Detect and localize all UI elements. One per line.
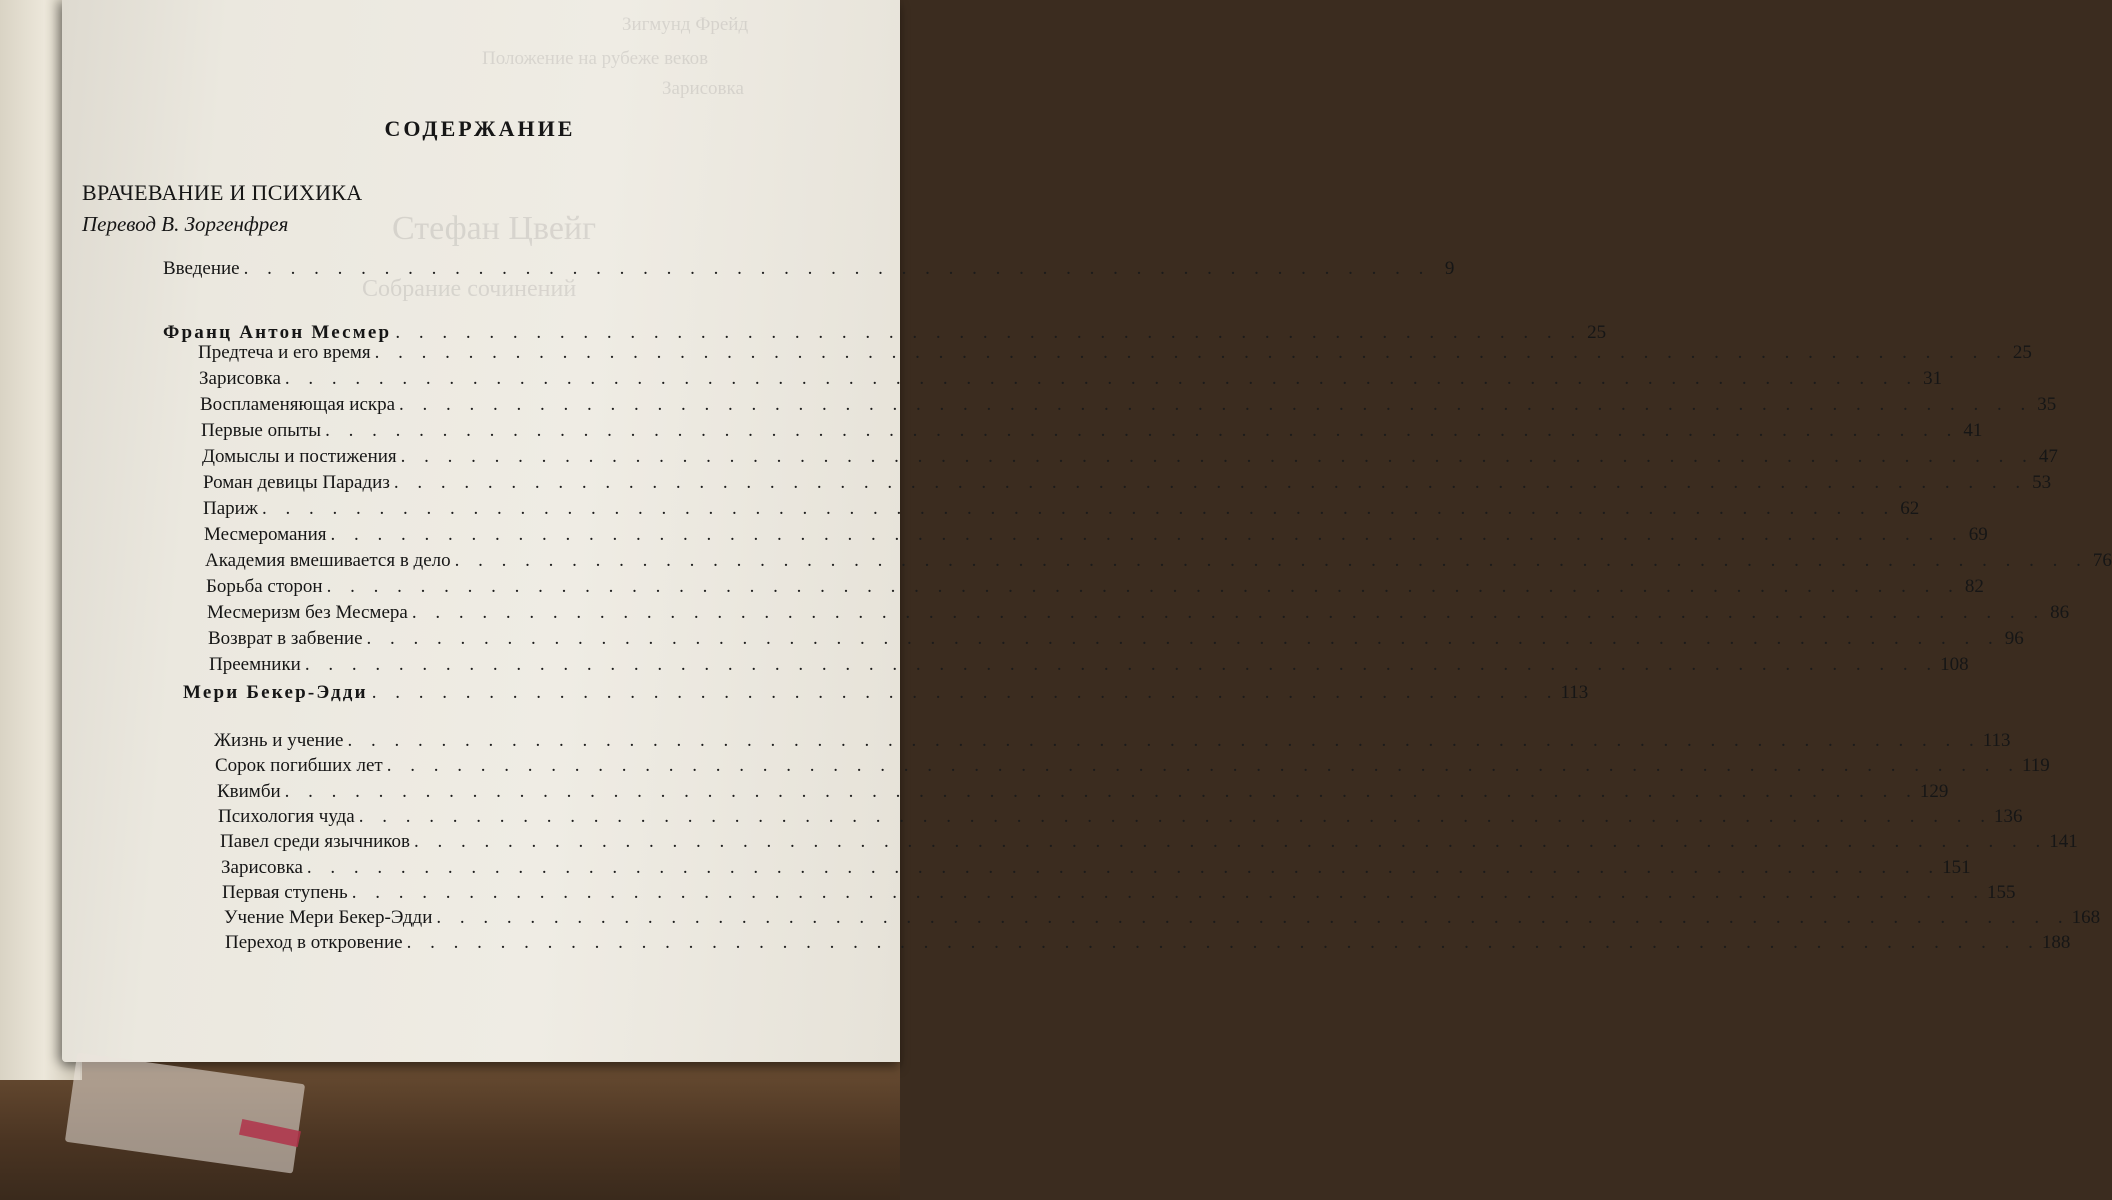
translator-credit: Перевод В. Зоргенфрея — [82, 212, 289, 236]
toc-chapter-title: Первая ступень — [222, 881, 348, 903]
toc-chapter-title: Квимби — [217, 780, 281, 802]
toc-chapter-title: Месмеризм без Месмера — [207, 602, 408, 623]
toc-part-eddy — [183, 682, 1589, 704]
show-through-text: Зарисовка — [662, 78, 744, 99]
toc-chapter-page: 35 — [2037, 394, 2057, 415]
toc-chapter-title: Жизнь и учение — [214, 730, 344, 751]
toc-chapter-page: 188 — [2041, 932, 2071, 954]
leader-dots: . . . . . . . . . . . . . . . . . . . . . . . . . . . . . . . . . . . . . . . . . . . . . . . . . . . . . . . . . . . . . . . . . . . . . . — [358, 805, 1992, 827]
leader-dots: . . . . . . . . . . . . . . . . . . . . . . . . . . . . . . . . . . . . . . . . . . . . . . . . . . . . . . . . . . . . . . . . . . . . . . — [436, 907, 2070, 929]
toc-chapter-entry — [204, 524, 1988, 546]
toc-chapter-page: 69 — [1968, 524, 1988, 545]
show-through-text: Зигмунд Фрейд — [622, 14, 749, 35]
toc-chapter-entry — [224, 907, 2101, 929]
leader-dots: . . . . . . . . . . . . . . . . . . . . . . . . . . . . . . . . . . . . . . . . . . . . . . . . . . . . . . . . . . . . . . . . . . . . . . — [400, 446, 2034, 467]
toc-chapter-page: 53 — [2032, 472, 2052, 493]
leader-dots: . . . . . . . . . . . . . . . . . . . . . . . . . . . . . . . . . . . . . . . . . . . . . . . . . . . . . . . . . . . . . . . . . . . . . . — [330, 524, 1964, 545]
toc-chapter-title: Воспламеняющая искра — [200, 394, 396, 415]
leader-dots: . . . . . . . . . . . . . . . . . . . . . . . . . . . . . . . . . . . . . . . . . . . . . . . . . . . . . . . . . . . . . . . . . . . . . . — [347, 730, 1981, 751]
leader-dots: . . . . . . . . . . . . . . . . . . . . . . . . . . . . . . . . . . . . . . . . . . . . . . . . . . . . . . . . . . . . . . . . . . . . . . — [374, 342, 2008, 363]
leader-dots: . . . . . . . . . . . . . . . . . . . . . . . . . . . . . . . . . . . . . . . . . . . . . . . . . . . . . . . . . . . . . . . . . . . . . . — [284, 368, 1919, 389]
toc-chapter-page: 41 — [1963, 420, 1983, 441]
toc-chapter-entry — [220, 831, 2078, 853]
toc-part-page: 25 — [1587, 322, 1607, 343]
toc-chapter-title: Преемники — [209, 654, 301, 675]
page-title: СОДЕРЖАНИЕ — [384, 116, 576, 141]
toc-chapter-entry — [203, 472, 2052, 494]
toc-chapter-title: Первые опыты — [201, 420, 322, 441]
toc-chapter-page: 47 — [2038, 446, 2058, 467]
toc-chapter-title: Психология чуда — [218, 805, 355, 827]
toc-chapter-title: Сорок погибших лет — [215, 755, 383, 777]
toc-chapter-entry — [200, 394, 2057, 416]
toc-part-mesmer — [163, 322, 1607, 344]
leader-dots: . . . . . . . . . . . . . . . . . . . . . . . . . . . . . . . . . . . . . . . . . . . . . . . . . . . . . . . . . . . . . . . . . . . . . . — [304, 654, 1939, 675]
toc-chapter-title: Зарисовка — [221, 856, 303, 878]
toc-chapter-entry — [198, 342, 2032, 364]
toc-chapter-page: 113 — [1982, 730, 2011, 751]
toc-chapter-title: Борьба сторон — [206, 576, 323, 597]
toc-chapter-page: 168 — [2071, 907, 2101, 929]
show-through-text: Стефан Цвейг — [392, 210, 597, 247]
leader-dots: . . . . . . . . . . . . . . . . . . . . . . . . . . . . . . . . . . . . . . . . . . . . . . . . . . . . . . . . . . . . . . . . . . . . . . — [454, 550, 2088, 571]
toc-chapter-page: 155 — [1986, 881, 2016, 903]
toc-chapter-title: Домыслы и постижения — [202, 446, 397, 467]
leader-dots: . . . . . . . . . . . . . . . . . . . . . . . . . . . . . . . . . . . . . . . . . . . . . . . . . . . . . . . . . . . . . . . . . . . . . . — [414, 831, 2048, 853]
toc-chapter-entry — [217, 780, 1949, 803]
toc-chapter-title: Роман девицы Парадиз — [203, 472, 390, 493]
leader-dots: . . . . . . . . . . . . . . . . . . . . . . . . . . . . . . . . . . . . . . . . . . . . . . . . . . . . . . . . . . . . . . . . . . . . . . — [261, 498, 1896, 519]
show-through-text: Собрание сочинений — [362, 276, 577, 302]
toc-entry-intro — [163, 258, 1455, 280]
toc-entry-page: 9 — [1444, 258, 1455, 279]
toc-chapter-title: Месмеромания — [204, 524, 327, 545]
leader-dots: . . . . . . . . . . . . . . . . . . . . . . . . . . . . . . . . . . . . . . . . . . . . . . . . . . . . . . . . . . . . . . . . . . . . . . — [406, 932, 2040, 954]
toc-chapter-entry — [218, 805, 2023, 828]
toc-chapter-entry — [215, 755, 2050, 777]
toc-chapter-entry — [214, 730, 2011, 752]
section-title: ВРАЧЕВАНИЕ И ПСИХИКА — [82, 180, 363, 205]
toc-chapter-title: Возврат в забвение — [208, 628, 363, 649]
toc-chapter-entry — [208, 628, 2024, 650]
leader-dots: . . . . . . . . . . . . . . . . . . . . . . . . . . . . . . . . . . . . . . . . . . . . . . . . . . . . . . . . . . . . . . . . . . . . . . — [325, 420, 1959, 441]
leader-dots: . . . . . . . . . . . . . . . . . . . . . . . . . . . . . . . . . . . . . . . . . . . . . . . . . . . — [395, 322, 1583, 343]
toc-chapter-title: Переход в откровение — [225, 932, 403, 954]
leader-dots: . . . . . . . . . . . . . . . . . . . . . . . . . . . . . . . . . . . . . . . . . . . . . . . . . . . . . . . . . . . . . . . . . . . . . . — [386, 755, 2020, 777]
toc-chapter-page: 25 — [2012, 342, 2032, 363]
leader-dots: . . . . . . . . . . . . . . . . . . . . . . . . . . . . . . . . . . . . . . . . . . . . . . . . . . . . . . . . . . . . . . . . . . . . . . — [326, 576, 1960, 597]
toc-chapter-entry — [201, 420, 1983, 442]
leader-dots: . . . . . . . . . . . . . . . . . . . . . . . . . . . . . . . . . . . . . . . . . . . . . . . . . . . . . . . . . . . . . . . . . . . . . . — [366, 628, 2000, 649]
toc-chapter-page: 136 — [1994, 805, 2023, 827]
leader-dots: . . . . . . . . . . . . . . . . . . . . . . . . . . . . . . . . . . . . . . . . . . . . . . . . . . . . . . . . . . . . . . . . . . . . . . — [393, 472, 2028, 493]
toc-chapter-page: 96 — [2004, 628, 2024, 649]
toc-chapter-page: 151 — [1942, 856, 1971, 878]
leader-dots: . . . . . . . . . . . . . . . . . . . . . . . . . . . . . . . . . . . . . . . . . . . . . . . . . . . — [243, 258, 1431, 279]
toc-part-title: Франц Антон Месмер — [163, 322, 392, 343]
toc-chapter-entry — [207, 602, 2070, 624]
toc-chapter-entry — [222, 881, 2016, 904]
toc-chapter-page: 62 — [1900, 498, 1920, 519]
toc-part-page: 113 — [1560, 682, 1589, 703]
toc-chapter-entry — [202, 446, 2058, 468]
toc-chapter-page: 141 — [2049, 831, 2078, 853]
leader-dots: . . . . . . . . . . . . . . . . . . . . . . . . . . . . . . . . . . . . . . . . . . . . . . . . . . . . . . . . . . . . . . . . . . . . . . — [351, 881, 1985, 903]
toc-chapter-entry — [203, 498, 1920, 520]
leader-dots: . . . . . . . . . . . . . . . . . . . . . . . . . . . . . . . . . . . . . . . . . . . . . . . . . . . . . . . . . . . . . . . . . . . . . . — [306, 856, 1941, 878]
toc-chapter-title: Академия вмешивается в дело — [205, 550, 451, 571]
toc-chapter-entry — [221, 856, 1971, 879]
toc-chapter-entry — [206, 576, 1984, 598]
leader-dots: . . . . . . . . . . . . . . . . . . . . . . . . . . . . . . . . . . . . . . . . . . . . . . . . . . . — [371, 682, 1559, 703]
toc-chapter-entry — [225, 932, 2071, 954]
toc-chapter-title: Павел среди язычников — [220, 831, 411, 853]
show-through-text: Положение на рубеже веков — [482, 48, 709, 69]
toc-chapter-page: 108 — [1940, 654, 1969, 675]
toc-chapter-page: 119 — [2021, 755, 2050, 777]
toc-chapter-page: 129 — [1919, 780, 1949, 802]
toc-chapter-page: 82 — [1964, 576, 1984, 597]
toc-chapter-page: 86 — [2050, 602, 2070, 623]
leader-dots: . . . . . . . . . . . . . . . . . . . . . . . . . . . . . . . . . . . . . . . . . . . . . . . . . . . . . . . . . . . . . . . . . . . . . . — [399, 394, 2033, 415]
toc-part-title: Мери Бекер-Эдди — [183, 682, 368, 703]
toc-chapter-page: 76 — [2092, 550, 2112, 571]
toc-chapter-title: Учение Мери Бекер-Эдди — [224, 907, 433, 929]
toc-chapter-page: 31 — [1923, 368, 1943, 389]
toc-chapter-entry — [209, 654, 1969, 676]
toc-chapter-title: Предтеча и его время — [198, 342, 371, 363]
toc-entry-title: Введение — [163, 258, 240, 279]
toc-chapter-title: Париж — [203, 498, 258, 519]
leader-dots: . . . . . . . . . . . . . . . . . . . . . . . . . . . . . . . . . . . . . . . . . . . . . . . . . . . . . . . . . . . . . . . . . . . . . . — [284, 780, 1918, 802]
leader-dots: . . . . . . . . . . . . . . . . . . . . . . . . . . . . . . . . . . . . . . . . . . . . . . . . . . . . . . . . . . . . . . . . . . . . . . — [411, 602, 2046, 623]
toc-chapter-entry — [199, 368, 1943, 390]
toc-chapter-title: Зарисовка — [199, 368, 281, 389]
toc-chapter-entry — [205, 550, 2112, 572]
